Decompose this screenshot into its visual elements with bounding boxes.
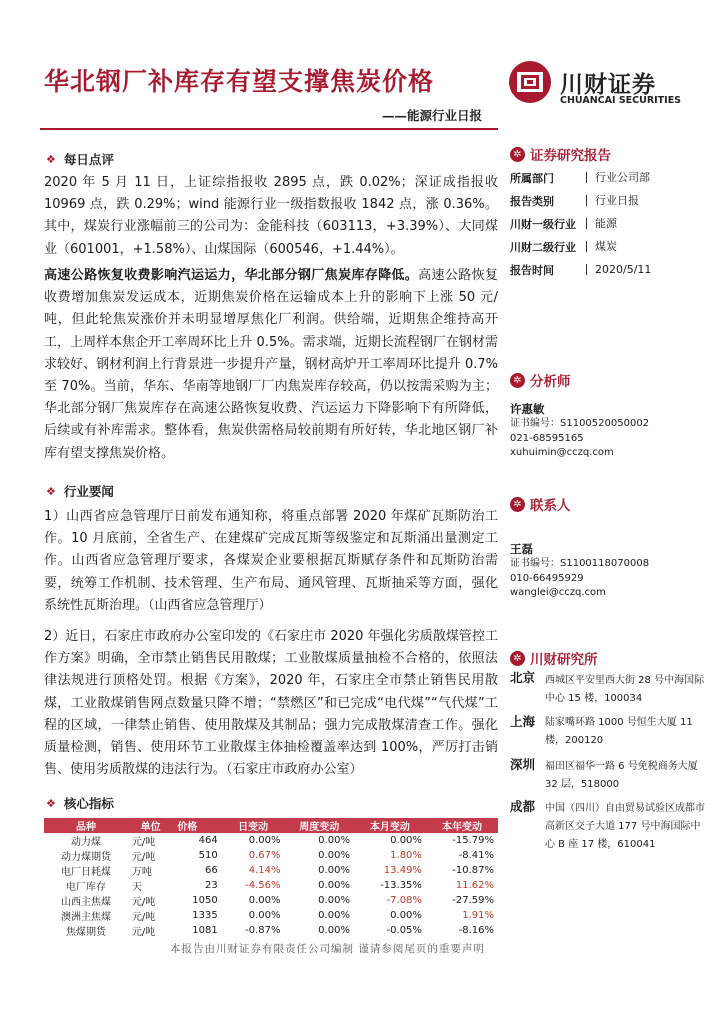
metrics-cell: 0.00%	[318, 925, 350, 936]
metrics-cell: 13.49%	[383, 865, 422, 876]
gear-icon: ✲	[510, 497, 525, 512]
news-item-1: 1）山西省应急管理厅日前发布通知称，将重点部署 2020 年煤矿瓦斯防治工作。10 月底前，全省生产、在建煤矿完成瓦斯等级鉴定和瓦斯涌出量测定工作。山西省应急管理厅要求，各煤炭企业要根据瓦斯赋存条件和瓦斯防治需要，统筹工作机制、技术管理、生产布局、通风管理、瓦斯抽采等方面，强化系统性瓦斯治理。（山西省应急管理厅）	[44, 509, 498, 613]
metrics-cell: 1.91%	[462, 910, 494, 921]
address-shanghai: 陆家嘴环路 1000 号恒生大厦 11 楼，200120	[545, 717, 693, 746]
metrics-header-row	[44, 818, 498, 833]
analyst-name: 许惠敏	[510, 402, 545, 416]
metrics-cell: 0.00%	[390, 835, 422, 846]
metrics-table	[44, 818, 498, 938]
metrics-cell: 1081	[192, 925, 218, 936]
metrics-cell: 1335	[192, 910, 218, 921]
city-chengdu: 成都	[510, 799, 536, 814]
metrics-row	[44, 878, 498, 893]
metrics-cell: 澳洲主焦煤	[60, 912, 111, 923]
metrics-cell: -7.08%	[386, 895, 422, 906]
metrics-cell: 元/吨	[131, 852, 156, 863]
metrics-cell: 动力煤期货	[60, 852, 111, 863]
metrics-cell: 焦煤期货	[65, 927, 106, 938]
metrics-cell: -0.05%	[386, 925, 422, 936]
metrics-cell: 1.80%	[390, 850, 422, 861]
diamond-icon: ❖	[46, 484, 56, 498]
metrics-row	[44, 908, 498, 923]
report-info	[510, 166, 710, 281]
metrics-cell: -15.79%	[452, 835, 494, 846]
institute-heading: ✲ 川财研究所	[510, 648, 598, 668]
analyst-card	[510, 402, 649, 461]
metrics-body	[44, 833, 498, 938]
logo-english: CHUANCAI SECURITIES	[560, 95, 682, 106]
daily-heading: ❖ 每日点评	[46, 152, 114, 167]
metrics-cell: 1050	[192, 895, 218, 906]
metrics-row	[44, 848, 498, 863]
analyst-cert: 证书编号：S1100520050002	[510, 417, 650, 429]
metrics-cell: 0.00%	[318, 880, 350, 891]
report-heading: ✲ 证券研究报告	[510, 144, 611, 164]
metrics-cell: 元/吨	[131, 927, 156, 938]
col-header: 单位	[128, 818, 173, 833]
metrics-cell: 23	[204, 880, 218, 891]
metrics-cell: 0.00%	[318, 910, 350, 921]
report-info-row: 报告时间 2020/5/11	[510, 263, 652, 277]
metrics-cell: 0.00%	[248, 835, 281, 846]
metrics-cell: -27.59%	[452, 895, 494, 906]
contact-heading: ✲ 联系人	[510, 494, 571, 514]
metrics-cell: -4.56%	[245, 880, 281, 891]
col-header: 周度变动	[285, 818, 354, 833]
metrics-cell: 元/吨	[131, 837, 156, 848]
col-header: 本年变动	[426, 818, 498, 833]
metrics-cell: 0.00%	[248, 910, 281, 921]
metrics-row	[44, 923, 498, 938]
chuancai-logo-icon	[508, 60, 552, 104]
report-info-row: 川财二级行业 煤炭	[510, 240, 617, 254]
metrics-cell: 0.00%	[318, 835, 350, 846]
report-info-row: 报告类别 行业日报	[510, 194, 639, 208]
metrics-cell: 0.00%	[390, 910, 422, 921]
city-shenzhen: 深圳	[510, 757, 536, 772]
metrics-cell: 动力煤	[70, 837, 101, 848]
metrics-cell: 0.00%	[318, 895, 350, 906]
news-heading: ❖ 行业要闻	[46, 484, 114, 499]
metrics-cell: 0.67%	[248, 850, 281, 861]
metrics-cell: 510	[198, 850, 218, 861]
analyst-phone: 021-68595165	[510, 432, 584, 444]
contact-name: 王磊	[510, 542, 533, 556]
contact-phone: 010-66495929	[510, 572, 584, 584]
metrics-cell: -8.16%	[458, 925, 494, 936]
metrics-cell: 0.00%	[318, 865, 350, 876]
metrics-cell: 0.00%	[318, 850, 350, 861]
address-beijing: 西城区平安里西大街 28 号中海国际中心 15 楼，100034	[545, 675, 705, 704]
address-shenzhen: 福田区福华一路 6 号免税商务大厦 32 层，518000	[545, 761, 698, 790]
metrics-cell: 464	[198, 835, 218, 846]
diamond-icon: ❖	[46, 152, 56, 166]
report-info-row: 所属部门 行业公司部	[510, 171, 650, 185]
metrics-cell: -10.87%	[452, 865, 494, 876]
metrics-cell: 4.14%	[248, 865, 281, 876]
metrics-cell: 天	[131, 882, 142, 893]
news-item-2: 2）近日，石家庄市政府办公室印发的《石家庄市 2020 年强化劣质散煤管控工作方案》明确，全市禁止销售民用散煤；工业散煤质量抽检不合格的，依照法律法规进行顶格处罚。根据《方案》，2020 年，石家庄全市禁止销售民用散煤，工业散煤销售网点数量只降不增；“禁燃区”和已完成“电代煤”“气代煤”工程的区域，一律禁止销售、使用散煤及其制品；强力完成散煤清查工作。强化质量检测，销售、使用环节工业散煤主体抽检覆盖率达到 100%，严厉打击销售、使用劣质散煤的违法行为。（石家庄市政府办公室）	[44, 629, 498, 778]
analyst-heading: ✲ 分析师	[510, 370, 571, 390]
metrics-cell: 电厂库存	[65, 882, 106, 893]
metrics-cell: 电厂日耗煤	[60, 867, 111, 878]
metrics-row	[44, 863, 498, 878]
metrics-cell: 万吨	[131, 867, 152, 878]
metrics-row	[44, 893, 498, 908]
col-header: 本月变动	[354, 818, 426, 833]
footer-disclaimer: 本报告由川财证券有限责任公司编制 谨请参阅尾页的重要声明	[170, 943, 485, 955]
metrics-cell: 66	[204, 865, 218, 876]
col-header: 品种	[44, 818, 128, 833]
page-title: 华北钢厂补库存有望支撑焦炭价格	[44, 67, 435, 96]
metrics-heading: ❖ 核心指标	[46, 796, 114, 811]
metrics-cell: -0.87%	[245, 925, 281, 936]
report-info-row: 川财一级行业 能源	[510, 217, 617, 231]
daily-body: 高速公路恢复收费增加焦炭发运成本，近期焦炭价格在运输成本上升的影响下上涨 50 元/吨，但此轮焦炭涨价并未明显增厚焦化厂利润。供给端，近期焦企维持高开工，上周样本焦企开工率周环比上升 0.5%。需求端，近期长流程钢厂在钢材需求较好、钢材利润上行背景进一步提升产量，钢材高炉开工率周环比提升 0.7%至 70%。当前，华东、华南等地钢厂厂内焦炭库存较高，仍以按需采购为主；华北部分钢厂焦炭库存在高速公路恢复收费、汽运运力下降影响下有所降低，后续或有补库需求。整体看，焦炭供需格局较前期有所好转，华北地区钢厂补库有望支撑焦炭价格。	[44, 268, 498, 461]
address-chengdu: 中国（四川）自由贸易试验区成都市高新区交子大道 177 号中海国际中心 B 座 17 楼，610041	[545, 803, 705, 850]
gear-icon: ✲	[510, 651, 525, 666]
daily-paragraph-2	[44, 265, 498, 465]
analyst-email[interactable]: xuhuimin@cczq.com	[510, 447, 614, 459]
metrics-cell: 元/吨	[131, 897, 156, 908]
contact-cert: 证书编号：S1100118070008	[510, 557, 650, 569]
page-subtitle: ——能源行业日报	[382, 108, 483, 123]
metrics-cell: -13.35%	[380, 880, 422, 891]
col-header: 日变动	[222, 818, 285, 833]
metrics-cell: 0.00%	[248, 895, 281, 906]
metrics-cell: 11.62%	[455, 880, 494, 891]
diamond-icon: ❖	[46, 796, 56, 810]
city-beijing: 北京	[510, 670, 536, 685]
col-header: 价格	[173, 818, 221, 833]
gear-icon: ✲	[510, 373, 525, 388]
daily-lead: 高速公路恢复收费影响汽运运力，华北部分钢厂焦炭库存降低。	[44, 268, 419, 283]
metrics-cell: 山西主焦煤	[60, 897, 111, 908]
gear-icon: ✲	[510, 147, 525, 162]
metrics-row	[44, 833, 498, 848]
header-rule	[40, 128, 498, 130]
daily-paragraph-1: 2020 年 5 月 11 日，上证综指报收 2895 点，跌 0.02%；深证成指报收 10969 点，跌 0.29%；wind 能源行业一级指数报收 1842 点，涨 0.36%。其中，煤炭行业涨幅前三的公司为：金能科技（603113，+3.39%）、大同煤业（601001，+1.58%）、山煤国际（600546，+1.44%）。	[44, 175, 498, 257]
metrics-cell: 元/吨	[131, 912, 156, 923]
contact-card	[510, 542, 649, 601]
contact-email[interactable]: wanglei@cczq.com	[510, 587, 606, 599]
metrics-cell: -8.41%	[458, 850, 494, 861]
logo-text: 川财证券	[560, 72, 656, 98]
city-shanghai: 上海	[510, 714, 536, 729]
